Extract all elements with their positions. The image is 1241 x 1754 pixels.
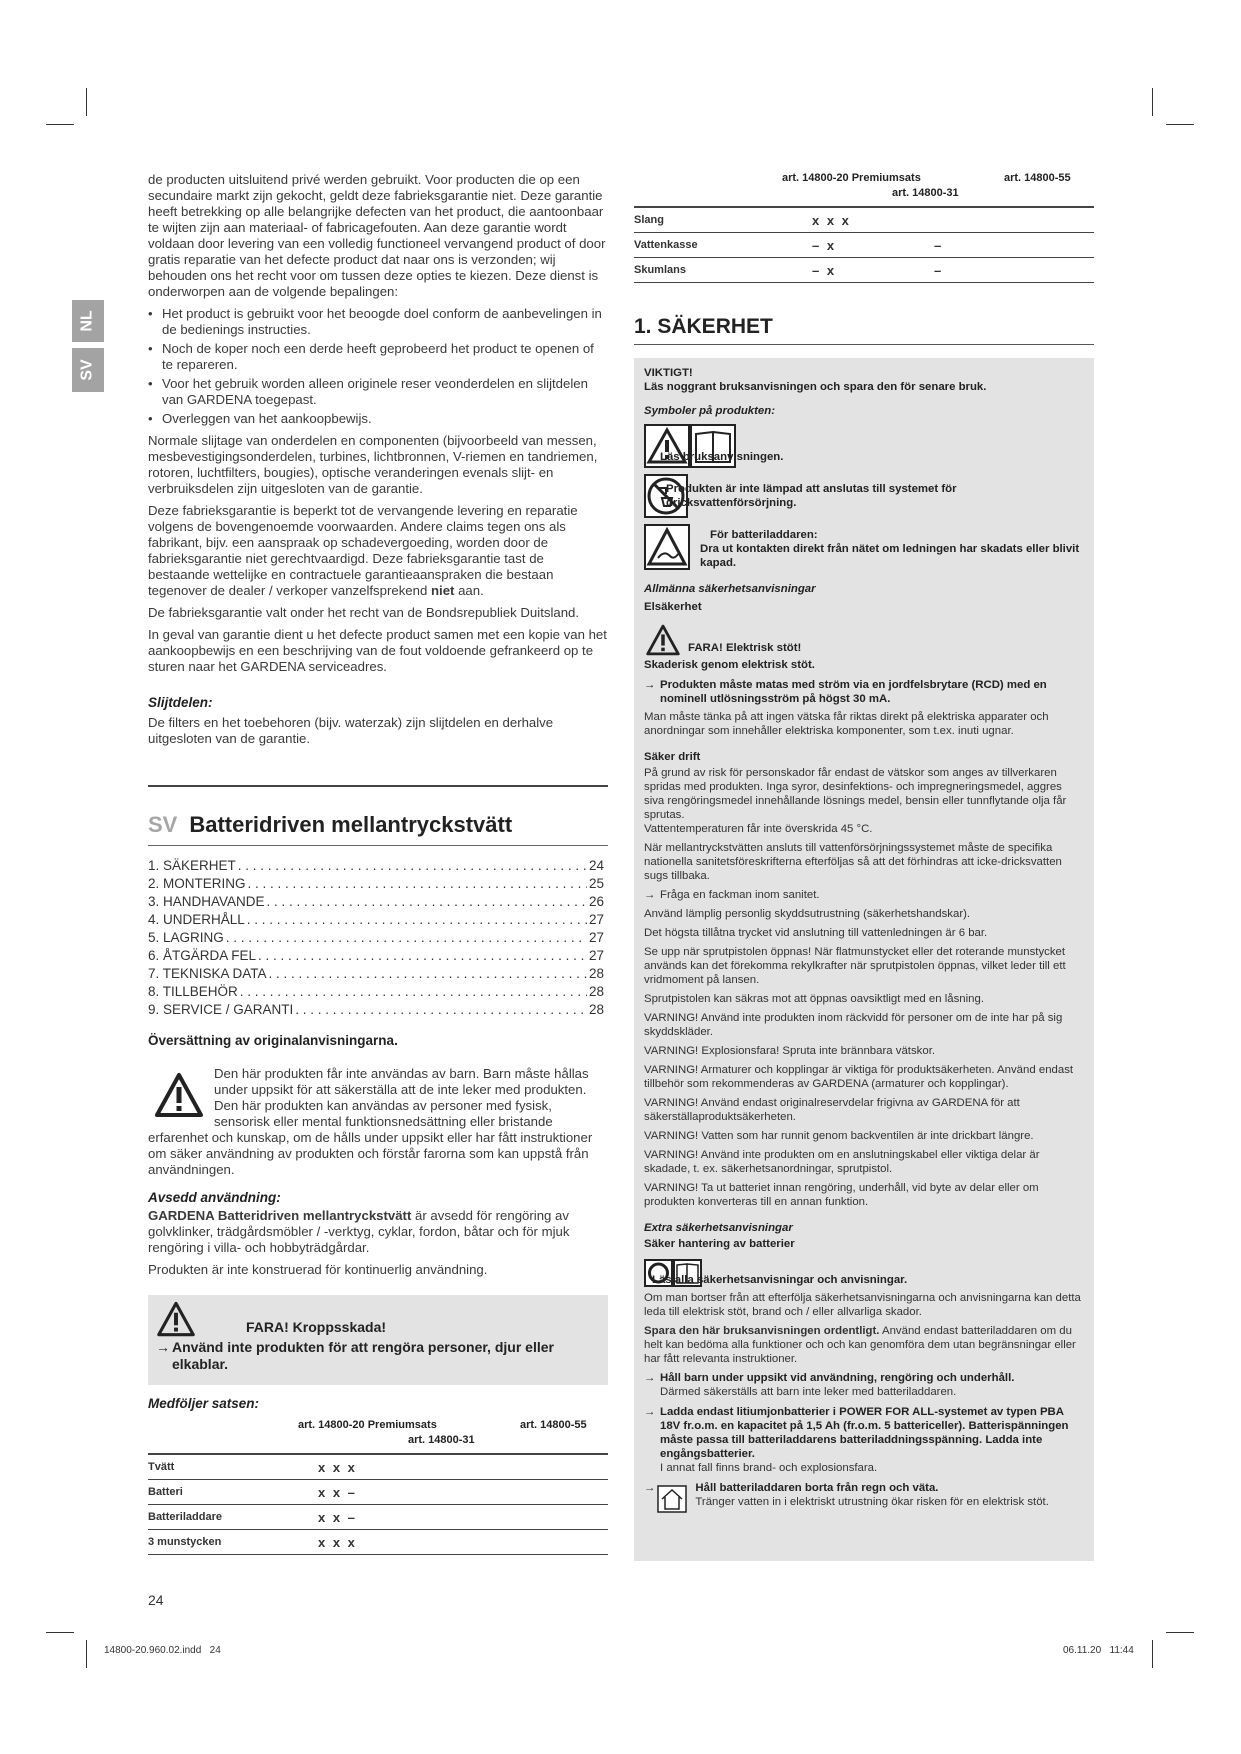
accessory-table-body: [634, 208, 1094, 283]
toc-item[interactable]: [148, 983, 604, 1001]
table-cell: Batteriladdare: [148, 1505, 318, 1530]
danger-box: [148, 1295, 608, 1385]
page-number: 24: [148, 1592, 164, 1608]
table-of-contents: [148, 857, 604, 1019]
toc-title: 7. TEKNISKA DATA: [148, 966, 267, 981]
text: Använd endast batteriladdaren om du helt kan bedöma alla funktioner och och kan genomföra dem utan begränsningar eller har fått relevanta instruktioner.: [644, 1325, 1076, 1365]
toc-page: 26: [588, 894, 604, 909]
danger-title: FARA! Kroppsskada!: [246, 1319, 387, 1335]
footer-file: 14800-20.960.02.indd 24: [104, 1645, 221, 1656]
el-title: Elsäkerhet: [644, 601, 702, 613]
bat-arrow-text: Därmed säkerställs att barn inte leker med batteriladdaren.: [660, 1386, 957, 1398]
electric-danger: [644, 624, 1084, 656]
kit-table-head: [148, 1417, 608, 1453]
bat-arrow-content: [695, 1481, 1048, 1513]
danger-text: → Använd inte produkten för att rengöra personer, djur eller elkablar.: [156, 1339, 592, 1373]
defect-paragraph: In geval van garantie dient u het defecte product samen met een kopie van het aankoopbewijs en een beschrijving van de fout voldoende gefrankeerd op te sturen naar het GARDENA serviceadres.: [148, 627, 607, 674]
toc-page: 27: [588, 948, 604, 963]
toc-title: 9. SERVICE / GARANTI: [148, 1002, 294, 1017]
accessory-table: [634, 172, 1094, 283]
language-code: SV: [148, 812, 178, 837]
bat-arrow-bold: → Håll barn under uppsikt vid användning, rengöring och underhåll.: [660, 1372, 1015, 1384]
wear-parts-text: De filters en het toebehoren (bijv. waterzak) zijn slijtdelen en derhalve uitgesloten van de garantie.: [148, 715, 554, 746]
crop-mark: [1166, 124, 1194, 125]
bat-sym-label: Läs alla säkerhetsanvisningar och anvisningar.: [652, 1274, 908, 1286]
left-column: [148, 172, 608, 753]
crop-mark: [1152, 88, 1153, 116]
safe-paragraph: VARNING! Använd endast originalreservdelar frigivna av GARDENA för att säkerställaproduktsäkerheten.: [644, 1097, 1020, 1123]
list-item: • Noch de koper noch een derde heeft geprobeerd het product te openen of te repareren.: [148, 341, 608, 373]
symbol-no-drinking-water: [644, 474, 1084, 518]
side-tab-nl: [72, 300, 104, 342]
toc-item[interactable]: [148, 893, 604, 911]
table-cell: [934, 208, 1094, 233]
table-cell: x x x: [318, 1455, 608, 1480]
table-cell: –: [934, 233, 1094, 258]
safe-paragraph: VARNING! Använd inte produkten inom räckvidd för personer om de inte har på sig skyddskläder.: [644, 1012, 1063, 1038]
symbol-charger-text: [700, 528, 1084, 570]
warranty-intro: de producten uitsluitend privé werden gebruikt. Voor producten die op een secundaire markt zijn gekocht, geldt deze fabrieksgarantie niet. Deze garantie heeft betrekking op alle belangrijke defecten van het product, die aantoonbaar te wijten zijn aan materiaal- of fabricagefouten. Aan deze garantie wordt voldaan door levering van een volledig functioneel vervangend product of door gratis reparatie van het defecte product dat naar ons is verzonden; wij behouden ons het recht voor om tussen deze opties te kiezen. Deze dienst is onderworpen aan de volgende bepalingen:: [148, 172, 606, 299]
text: Deze fabrieksgarantie is beperkt tot de vervangende levering en reparatie volgens de bovengenoemde voorwaarden. Andere claims tegen ons als fabrikant, bijv. een aanspraak op schadevergoeding, worden door de fabrieksgarantie niet gerechtvaardigd. Deze fabrieksgarantie tast de bestaande wettelijke en contractuele garantieaanspraken die bestaan tegenover de dealer / verkoper vanzelfsprekend: [148, 503, 578, 598]
crop-mark: [1166, 1632, 1194, 1633]
safe-arrow: → Fråga en fackman inom sanitet.: [644, 888, 1084, 902]
symbol-charger: [644, 524, 1084, 570]
children-warning-text: Den här produkten får inte användas av barn. Barn måste hållas under uppsikt för att säkerställa att de inte leker med produkten. Den här produkten kan användas av personer med fysisk, sensorisk eller mental funktionsnedsättning eller bristande erfarenhet och kunskap, om de hålls under uppsikt eller har fått instruktioner om säker användning av produkten och förstår farorna som kan uppstå från användningen.: [148, 1066, 593, 1177]
toc-title: 3. HANDHAVANDE: [148, 894, 265, 909]
toc-title: 1. SÄKERHET: [148, 858, 236, 873]
crop-mark: [86, 88, 87, 116]
toc-title: 6. ÅTGÄRDA FEL: [148, 948, 257, 963]
arrow-icon: →: [644, 1482, 656, 1494]
safe-paragraph: Se upp när sprutpistolen öppnas! När flatmunstycket eller det roterande munstycket används kan det förekomma rekylkrafter när sprutpistolen öppnas, vilket leder till ett vridmoment på lansen.: [644, 946, 1066, 986]
safe-title: Säker drift: [644, 751, 701, 763]
crop-mark: [86, 1640, 87, 1668]
bat-arrow-item: [644, 1481, 1084, 1513]
el-rcd: → Produkten måste matas med ström via en jordfelsbrytare (RCD) med en nominell utlösningsström på högst 30 mA.: [644, 678, 1084, 706]
table-row: [634, 208, 1094, 233]
text: är avsedd för rengöring av golvklinker, trädgårdsmöbler / -verktyg, cyklar, fordon, båtar och för mjuk rengöring i villa- och hobbyträdgårdar.: [148, 1208, 570, 1255]
symbol-label: Produkten är inte lämpad att anslutas till systemet för dricksvattenförsörjning.: [666, 483, 957, 509]
battery-title: Säker hantering av batterier: [644, 1238, 795, 1250]
side-tab-sv: [72, 348, 104, 392]
section-divider: [148, 785, 608, 787]
toc-page: 27: [588, 930, 604, 945]
symbol-read-manual: [644, 424, 1084, 468]
list-item: • Het product is gebruikt voor het beoogde doel conform de aanbevelingen in de bedienings instructies.: [148, 306, 608, 338]
bat-arrow-item: [644, 1405, 1084, 1475]
list-item: • Voor het gebruik worden alleen originele reser veonderdelen en slijtdelen van GARDENA toegepast.: [148, 376, 608, 408]
heading-rule: [148, 845, 608, 846]
toc-title: 5. LAGRING: [148, 930, 224, 945]
el-risk: Skaderisk genom elektrisk stöt.: [644, 659, 815, 671]
footer-date: 06.11.20 11:44: [1063, 1645, 1134, 1656]
table-row: [634, 233, 1094, 258]
table-cell: x x x: [812, 208, 934, 233]
toc-page: 27: [588, 912, 604, 927]
wear-parts-title: Slijtdelen:: [148, 695, 213, 710]
bat-arrow-bold: → Ladda endast litiumjonbatterier i POWER FOR ALL-systemet av typen PBA 18V fr.o.m. en kapacitet på 1,5 Ah (fr.o.m. 5 battericeller). Batterispänningen måste passa till batteriladdarens batteriladdningsspänning. Ladda inte engångsbatterier.: [660, 1406, 1069, 1460]
table-cell: – x: [812, 233, 934, 258]
kit-title: Medföljer satsen:: [148, 1396, 260, 1411]
crop-mark: [46, 124, 74, 125]
warning-triangle-icon: [156, 1301, 196, 1337]
safe-paragraph: Sprutpistolen kan säkras mot att öppnas oavsiktligt med en låsning.: [644, 993, 985, 1005]
warning-triangle-icon: [154, 1072, 204, 1118]
list-item: • Overleggen van het aankoopbewijs.: [148, 411, 608, 427]
column-header: art. 14800-20 Premiumsats: [298, 1419, 437, 1431]
column-header: art. 14800-55: [520, 1419, 587, 1431]
el-liquid: Man måste tänka på att ingen vätska får riktas direkt på elektriska apparater och anordningar som innehåller elektriska komponenter, som t.ex. inuti ugnar.: [644, 711, 1049, 737]
table-cell: Tvätt: [148, 1455, 318, 1480]
emphasis: Spara den här bruksanvisningen ordentligt.: [644, 1325, 880, 1337]
table-row: [634, 258, 1094, 283]
important-label: VIKTIGT!: [644, 367, 693, 379]
safe-paragraph: VARNING! Armaturer och kopplingar är viktiga för produktsäkerheten. Använd endast tillbehör som rekommenderas av GARDENA (armaturer och kopplingar).: [644, 1064, 1074, 1090]
table-cell: Batteri: [148, 1480, 318, 1505]
intended-use: [148, 1190, 608, 1284]
el-danger-title: FARA! Elektrisk stöt!: [688, 642, 802, 654]
bat-arrow-text: I annat fall finns brand- och explosionsfara.: [660, 1462, 878, 1474]
bat-paragraph: Om man bortser från att efterfölja säkerhetsanvisningarna och anvisningarna kan detta leda till elektrisk stöt, brand och / eller allvarliga skador.: [644, 1292, 1081, 1318]
symbols-title: Symboler på produkten:: [644, 405, 776, 417]
table-cell: Skumlans: [634, 258, 812, 283]
toc-page: 28: [588, 984, 604, 999]
toc-item[interactable]: [148, 947, 604, 965]
table-cell: – x: [812, 258, 934, 283]
symbol-label: Dra ut kontakten direkt från nätet om ledningen har skadats eller blivit kapad.: [700, 543, 1080, 569]
charger-warning-icon: [644, 524, 690, 570]
page-title: Batteridriven mellantryckstvätt: [189, 812, 513, 837]
toc-page: 25: [588, 876, 604, 891]
battery-read-manual: [644, 1259, 1084, 1287]
safe-paragraph: VARNING! Ta ut batteriet innan rengöring, underhåll, vid byte av delar eller om produkten konverteras till en annan funktion.: [644, 1182, 1039, 1208]
wear-paragraph: Normale slijtage van onderdelen en componenten (bijvoorbeeld van messen, mesbevestigingsonderdelen, turbines, lichtbronnen, V-riemen en tandriemen, rotoren, luchtfilters, bougies), optische veranderingen evenals slijt- en verbruiksdelen zijn uitgesloten van de garantie.: [148, 433, 598, 496]
table-row: [148, 1505, 608, 1530]
table-row: [148, 1530, 608, 1555]
toc-title: 8. TILLBEHÖR: [148, 984, 238, 999]
side-tab-label: NL: [78, 310, 96, 332]
table-cell: 3 munstycken: [148, 1530, 318, 1555]
toc-item[interactable]: [148, 875, 604, 893]
section-title: 1. SÄKERHET: [634, 315, 773, 338]
table-cell: x x –: [318, 1480, 608, 1505]
toc-page: 28: [588, 1002, 604, 1017]
table-cell: x x –: [318, 1505, 608, 1530]
bat-arrow-item: [644, 1371, 1084, 1399]
text: aan.: [454, 583, 484, 598]
extra-title: Extra säkerhetsanvisningar: [644, 1222, 793, 1234]
product-name: GARDENA Batteridriven mellantryckstvätt: [148, 1208, 412, 1223]
crop-mark: [46, 1632, 74, 1633]
children-warning-block: [148, 1066, 608, 1184]
safe-paragraph: VARNING! Använd inte produkten om en anslutningskabel eller viktiga delar är skadade, t. ex. säkerhetsanordningar, sprutpistol.: [644, 1149, 1040, 1175]
safety-panel: [634, 358, 1094, 1561]
sv-heading: [148, 812, 608, 838]
law-paragraph: De fabrieksgarantie valt onder het recht van de Bondsrepubliek Duitsland.: [148, 605, 580, 620]
intended-use-title: Avsedd användning:: [148, 1190, 281, 1205]
table-cell: –: [934, 258, 1094, 283]
safe-paragraph: VARNING! Vatten som har runnit genom backventilen är inte drickbart längre.: [644, 1130, 1034, 1142]
warning-triangle-icon: [644, 624, 682, 656]
side-tab-label: SV: [79, 359, 96, 381]
intended-use-text: [148, 1208, 608, 1256]
table-row: [148, 1480, 608, 1505]
table-cell: Slang: [634, 208, 812, 233]
section-title-rule: [634, 344, 1094, 345]
symbol-label: För batteriladdaren:: [710, 529, 818, 541]
safe-paragraph: Använd lämplig personlig skyddsutrustning (säkerhetshandskar).: [644, 908, 971, 920]
toc-item[interactable]: [148, 911, 604, 929]
table-cell: x x x: [318, 1530, 608, 1555]
limit-paragraph: [148, 503, 608, 599]
column-header: art. 14800-31: [408, 1434, 475, 1446]
kit-table: [148, 1455, 608, 1555]
toc-title: 4. UNDERHÅLL: [148, 912, 245, 927]
toc-item[interactable]: [148, 929, 604, 947]
toc-page: 28: [588, 966, 604, 981]
general-title: Allmänna säkerhetsanvisningar: [644, 583, 816, 595]
table-row: [148, 1455, 608, 1480]
toc-title: 2. MONTERING: [148, 876, 246, 891]
toc-item[interactable]: [148, 1001, 604, 1019]
column-header: art. 14800-55: [1004, 172, 1071, 184]
symbol-label: Läs bruksanvisningen.: [660, 451, 784, 463]
emphasis: niet: [430, 583, 455, 598]
continuous-use-text: Produkten är inte konstruerad för kontinuerlig användning.: [148, 1262, 488, 1277]
bat-paragraph: [644, 1324, 1084, 1366]
accessory-table-head: [634, 172, 1094, 206]
safe-paragraph: Det högsta tillåtna trycket vid anslutning till vattenledningen är 6 bar.: [644, 927, 988, 939]
safe-paragraph: VARNING! Explosionsfara! Spruta inte brännbara vätskor.: [644, 1045, 936, 1057]
bat-arrow-bold: Håll batteriladdaren borta från regn och väta.: [695, 1482, 939, 1494]
kit-section: [148, 1396, 608, 1555]
safe-paragraph: När mellantryckstvätten ansluts till vattenförsörjningssystemet måste de specifika nationella sanitetsföreskrifterna efterföljas så att det förhindras att icke-dricksvatten sugs tillbaka.: [644, 842, 1062, 882]
table-cell: Vattenkasse: [634, 233, 812, 258]
toc-item[interactable]: [148, 857, 604, 875]
toc-item[interactable]: [148, 965, 604, 983]
important-text: Läs noggrant bruksanvisningen och spara den för senare bruk.: [644, 381, 987, 393]
translation-note: Översättning av originalanvisningarna.: [148, 1033, 398, 1048]
house-rain-icon: [657, 1485, 687, 1513]
warranty-conditions: [148, 306, 608, 427]
column-header: art. 14800-20 Premiumsats: [782, 172, 921, 184]
bat-arrow-text: Tränger vatten in i elektriskt utrustning ökar risken för en elektrisk stöt.: [695, 1496, 1049, 1508]
toc-page: 24: [588, 858, 604, 873]
column-header: art. 14800-31: [892, 187, 959, 199]
crop-mark: [1152, 1640, 1153, 1668]
safe-paragraph: På grund av risk för personskador får endast de vätskor som anges av tillverkaren spridas med produkten. Inga syror, desinfektions- och impregneringsmedel, aggres siva rengöringsmedel innehållande lösnings medel, bensin eller tunnflytande olja får sprutas. Vattentemperaturen får inte överskrida 45 °C.: [644, 767, 1067, 835]
